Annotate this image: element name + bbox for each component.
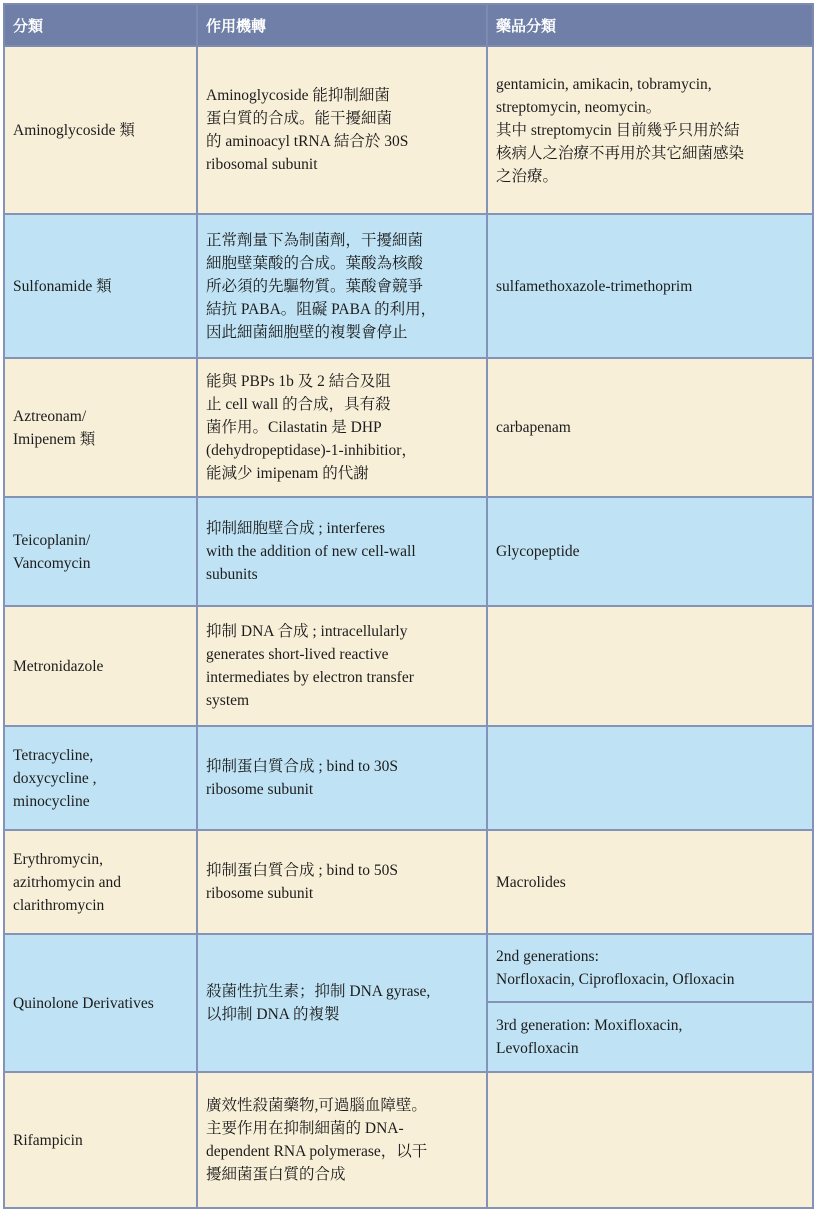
mechanism-cell: 殺菌性抗生素；抑制 DNA gyrase, 以抑制 DNA 的複製 <box>197 934 487 1072</box>
category-cell: Quinolone Derivatives <box>4 934 197 1072</box>
table-header-row <box>4 4 813 46</box>
drugs-cell-secondary: 3rd generation: Moxifloxacin, Levofloxacin <box>487 1002 813 1072</box>
header-mechanism: 作用機轉 <box>197 4 487 46</box>
drugs-cell: Glycopeptide <box>487 497 813 606</box>
category-cell: Aztreonam/ Imipenem 類 <box>4 358 197 497</box>
category-cell: Erythromycin, azitrhomycin and clarithromycin <box>4 830 197 934</box>
drugs-cell: gentamicin, amikacin, tobramycin, streptomycin, neomycin。 其中 streptomycin 目前幾乎只用於結 核病人之治療不再用於其它細菌感染 之治療。 <box>487 46 813 214</box>
drug-table-container <box>3 3 814 1209</box>
category-cell: Metronidazole <box>4 606 197 726</box>
category-cell: Teicoplanin/ Vancomycin <box>4 497 197 606</box>
drugs-cell <box>487 726 813 830</box>
table-row <box>4 497 813 606</box>
drugs-cell <box>487 1072 813 1208</box>
table-row <box>4 358 813 497</box>
category-cell: Sulfonamide 類 <box>4 214 197 358</box>
mechanism-cell: 抑制 DNA 合成 ; intracellularly generates short-lived reactive intermediates by electron transfer system <box>197 606 487 726</box>
mechanism-cell: 抑制蛋白質合成 ; bind to 30S ribosome subunit <box>197 726 487 830</box>
category-cell: Tetracycline, doxycycline , minocycline <box>4 726 197 830</box>
table-row <box>4 606 813 726</box>
category-cell: Rifampicin <box>4 1072 197 1208</box>
drugs-cell: 2nd generations: Norfloxacin, Ciprofloxacin, Ofloxacin <box>487 934 813 1002</box>
antibiotic-table <box>3 3 814 1209</box>
table-row <box>4 830 813 934</box>
table-row <box>4 934 813 1002</box>
category-cell: Aminoglycoside 類 <box>4 46 197 214</box>
drugs-cell: sulfamethoxazole-trimethoprim <box>487 214 813 358</box>
table-row <box>4 726 813 830</box>
table-row <box>4 214 813 358</box>
drugs-cell: Macrolides <box>487 830 813 934</box>
mechanism-cell: 廣效性殺菌藥物,可過腦血障壁。 主要作用在抑制細菌的 DNA- dependent RNA polymerase，以干 擾細菌蛋白質的合成 <box>197 1072 487 1208</box>
mechanism-cell: Aminoglycoside 能抑制細菌 蛋白質的合成。能干擾細菌 的 aminoacyl tRNA 結合於 30S ribosomal subunit <box>197 46 487 214</box>
drugs-cell <box>487 606 813 726</box>
header-drug-class: 藥品分類 <box>487 4 813 46</box>
mechanism-cell: 正常劑量下為制菌劑，干擾細菌 細胞壁葉酸的合成。葉酸為核酸 所必須的先驅物質。葉酸會競爭 結抗 PABA。阻礙 PABA 的利用， 因此細菌細胞壁的複製會停止 <box>197 214 487 358</box>
table-row <box>4 1072 813 1208</box>
table-row <box>4 46 813 214</box>
header-category: 分類 <box>4 4 197 46</box>
mechanism-cell: 抑制細胞壁合成 ; interferes with the addition of new cell-wall subunits <box>197 497 487 606</box>
drugs-cell: carbapenam <box>487 358 813 497</box>
mechanism-cell: 能與 PBPs 1b 及 2 結合及阻 止 cell wall 的合成，具有殺 菌作用。Cilastatin 是 DHP (dehydropeptidase)-1-inhibitior， 能減少 imipenam 的代謝 <box>197 358 487 497</box>
mechanism-cell: 抑制蛋白質合成 ; bind to 50S ribosome subunit <box>197 830 487 934</box>
